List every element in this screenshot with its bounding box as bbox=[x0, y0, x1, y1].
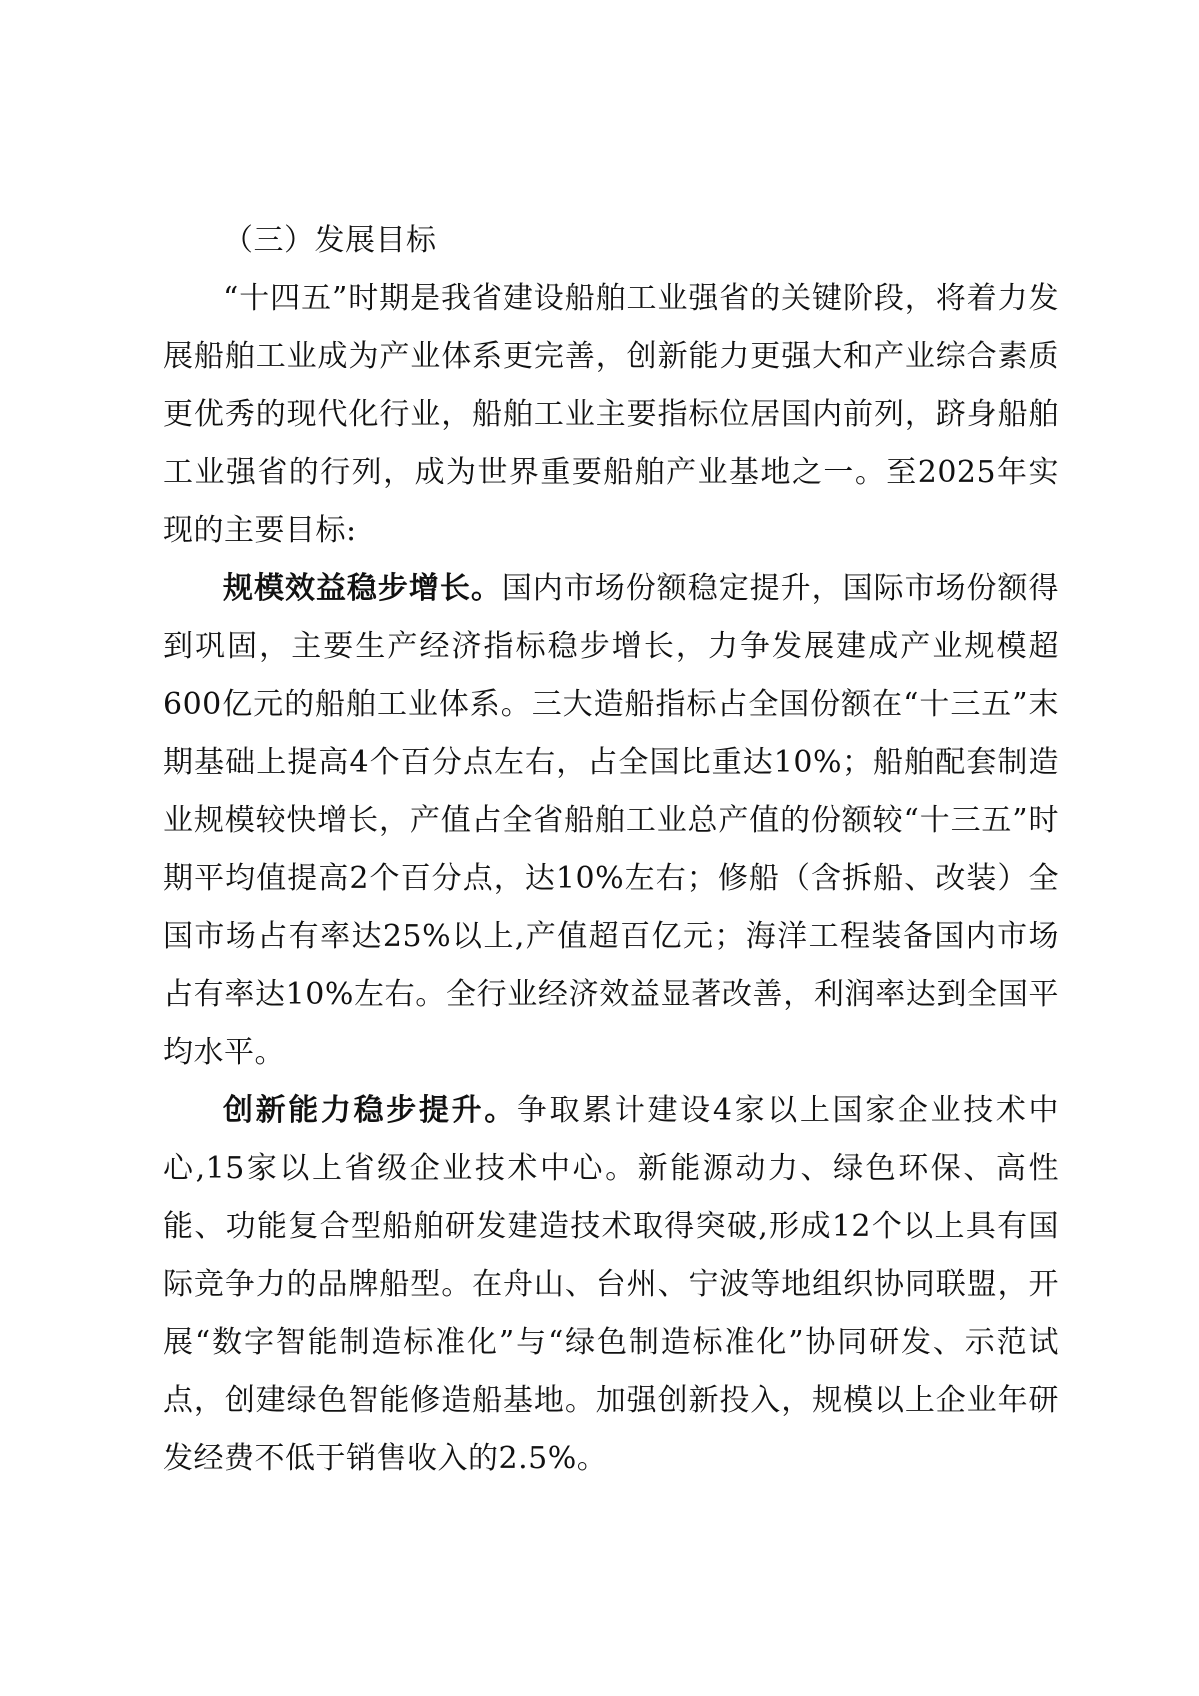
intro-paragraph: “十四五”时期是我省建设船舶工业强省的关键阶段，将着力发展船舶工业成为产业体系更完善，创新能力更强大和产业综合素质更优秀的现代化行业，船舶工业主要指标位居国内前列，跻身船舶工业强省的行列，成为世界重要船舶产业基地之一。至2025年实现的主要目标: bbox=[163, 281, 1059, 548]
section-heading: （三）发展目标 bbox=[223, 223, 437, 258]
goal-text-scale-benefit: 国内市场份额稳定提升，国际市场份额得到巩固，主要生产经济指标稳步增长，力争发展建成产业规模超600亿元的船舶工业体系。三大造船指标占全国份额在“十三五”末期基础上提高4个百分点左右，占全国比重达10%；船舶配套制造业规模较快增长，产值占全省船舶工业总产值的份额较“十三五”时期平均值提高2个百分点，达10%左右；修船（含拆船、改装）全国市场占有率达25%以上,产值超百亿元；海洋工程装备国内市场占有率达10%左右。全行业经济效益显著改善，利润率达到全国平均水平。 bbox=[163, 571, 1060, 1070]
goal-lead-innovation: 创新能力稳步提升。 bbox=[223, 1093, 517, 1128]
goal-text-innovation: 争取累计建设4家以上国家企业技术中心,15家以上省级企业技术中心。新能源动力、绿色环保、高性能、功能复合型船舶研发建造技术取得突破,形成12个以上具有国际竞争力的品牌船型。在舟山、台州、宁波等地组织协同联盟，开展“数字智能制造标准化”与“绿色制造标准化”协同研发、示范试点，创建绿色智能修造船基地。加强创新投入，规模以上企业年研发经费不低于销售收入的2.5%。 bbox=[163, 1093, 1059, 1476]
goal-paragraph-scale-benefit bbox=[163, 560, 1059, 1082]
goal-lead-scale-benefit: 规模效益稳步增长。 bbox=[223, 571, 502, 606]
document-body bbox=[163, 212, 1059, 1488]
goal-paragraph-innovation bbox=[163, 1082, 1059, 1488]
